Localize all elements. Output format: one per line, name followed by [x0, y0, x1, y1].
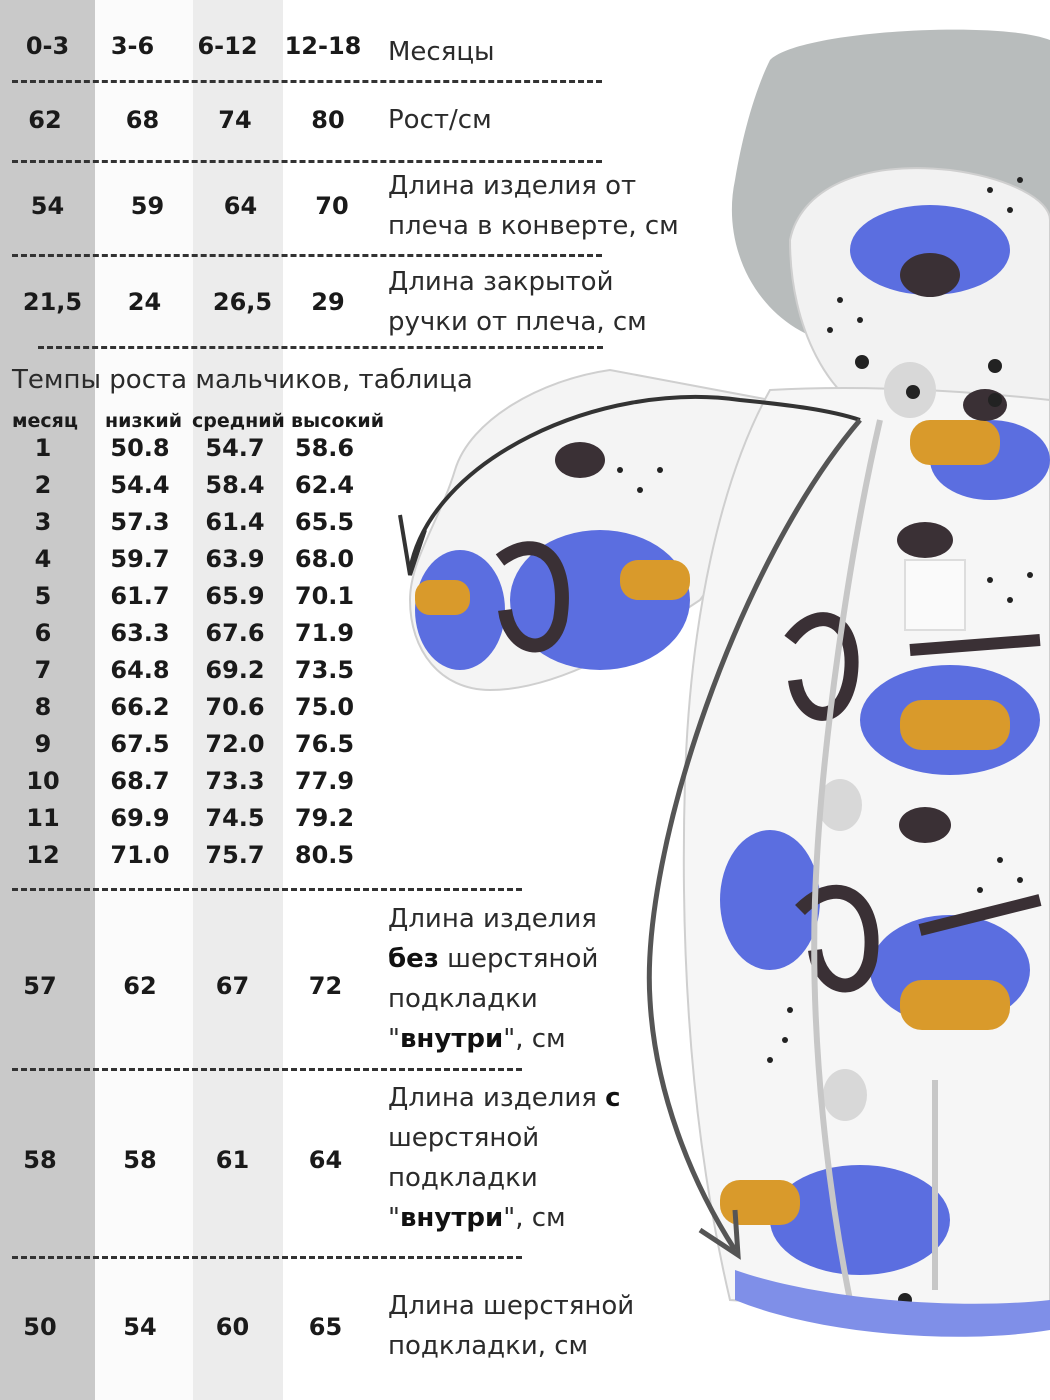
cell: 24 — [127, 288, 162, 316]
growth-value-cell: 71.9 — [294, 619, 355, 647]
growth-value-cell: 67.6 — [205, 619, 265, 647]
growth-header-low: низкий — [105, 410, 183, 432]
cell: 70 — [315, 192, 349, 220]
growth-value-cell: 61.7 — [110, 582, 170, 610]
growth-value-cell: 72.0 — [205, 730, 265, 758]
growth-value-cell: 58.4 — [205, 471, 265, 499]
label-part: ", см — [503, 1024, 566, 1054]
cell: 29 — [311, 288, 345, 316]
row-label: Длина изделия от — [388, 171, 637, 201]
growth-header-month: месяц — [12, 410, 78, 432]
divider — [12, 1068, 522, 1071]
growth-header-high: высокий — [291, 410, 385, 432]
fox-print — [415, 580, 470, 615]
cell: 64 — [223, 192, 258, 220]
divider — [38, 346, 603, 349]
growth-month-cell: 2 — [34, 471, 52, 499]
growth-month-cell: 8 — [34, 693, 52, 721]
row-label: Длина изделия — [388, 904, 597, 934]
leaf-print — [899, 807, 951, 843]
header-label: Месяцы — [388, 37, 495, 67]
leaf-print — [897, 522, 953, 558]
label-part: ", см — [503, 1203, 566, 1233]
fox-print — [900, 700, 1010, 750]
label-part: Длина изделия — [388, 1083, 606, 1113]
row-label: шерстяной — [388, 1123, 540, 1153]
growth-value-cell: 54.4 — [110, 471, 170, 499]
cell: 59 — [130, 192, 165, 220]
emphasis: без — [388, 944, 439, 974]
snap-button — [988, 393, 1002, 407]
leaf-print — [963, 389, 1007, 421]
size-col-3-6: 3-6 — [110, 32, 155, 60]
size-col-6-12: 6-12 — [197, 32, 258, 60]
growth-value-cell: 69.9 — [110, 804, 170, 832]
cell: 80 — [311, 106, 345, 134]
cell: 62 — [123, 972, 157, 1000]
cell: 58 — [23, 1146, 57, 1174]
bunny-print — [823, 1069, 867, 1121]
cell: 64 — [308, 1146, 343, 1174]
growth-value-cell: 75.0 — [294, 693, 355, 721]
fox-print — [620, 560, 690, 600]
emphasis: внутри — [399, 1024, 504, 1054]
cell: 61 — [215, 1146, 250, 1174]
divider — [12, 888, 522, 891]
growth-value-cell: 54.7 — [205, 434, 265, 462]
row-label: Длина шерстяной — [388, 1291, 635, 1321]
growth-value-cell: 69.2 — [205, 656, 265, 684]
cell: 65 — [308, 1313, 343, 1341]
growth-value-cell: 66.2 — [110, 693, 170, 721]
row-label — [388, 939, 598, 979]
cell: 50 — [23, 1313, 57, 1341]
growth-month-cell: 5 — [34, 582, 52, 610]
cell: 72 — [308, 972, 343, 1000]
growth-value-cell: 59.7 — [110, 545, 170, 573]
growth-value-cell: 74.5 — [205, 804, 265, 832]
growth-value-cell: 68.7 — [110, 767, 170, 795]
emphasis: внутри — [399, 1203, 504, 1233]
growth-value-cell: 64.8 — [110, 656, 170, 684]
label-part: " — [388, 1024, 400, 1054]
cell: 54 — [123, 1313, 157, 1341]
cell: 62 — [28, 106, 62, 134]
row-label — [388, 1078, 621, 1118]
growth-value-cell: 50.8 — [110, 434, 170, 462]
growth-value-cell: 70.6 — [205, 693, 265, 721]
row-label: Рост/см — [388, 105, 492, 135]
growth-value-cell: 79.2 — [294, 804, 355, 832]
print-blob — [770, 1165, 950, 1275]
growth-month-cell: 9 — [34, 730, 52, 758]
row-label — [388, 1019, 566, 1059]
leaf-print — [555, 442, 605, 478]
growth-value-cell: 70.1 — [294, 582, 355, 610]
snap-button — [988, 359, 1002, 373]
growth-value-cell: 63.9 — [205, 545, 265, 573]
row-label: подкладки — [388, 1163, 538, 1193]
cell: 60 — [215, 1313, 250, 1341]
row-label — [388, 1198, 566, 1238]
growth-value-cell: 62.4 — [294, 471, 355, 499]
row-label: подкладки — [388, 984, 538, 1014]
brand-tag — [905, 560, 965, 630]
fox-print — [910, 420, 1000, 465]
label-part: " — [388, 1203, 400, 1233]
leaf-print — [900, 253, 960, 297]
divider — [12, 254, 602, 257]
growth-value-cell: 75.7 — [205, 841, 265, 869]
cell: 68 — [125, 106, 160, 134]
label-part: шерстяной — [438, 944, 599, 974]
growth-month-cell: 1 — [34, 434, 52, 462]
growth-month-cell: 4 — [34, 545, 52, 573]
growth-value-cell: 67.5 — [110, 730, 170, 758]
growth-value-cell: 57.3 — [110, 508, 170, 536]
growth-month-cell: 12 — [26, 841, 60, 869]
growth-value-cell: 61.4 — [205, 508, 265, 536]
cell: 74 — [218, 106, 252, 134]
row-label: плеча в конверте, см — [388, 211, 679, 241]
growth-month-cell: 10 — [26, 767, 60, 795]
cell: 67 — [215, 972, 250, 1000]
growth-value-cell: 68.0 — [294, 545, 355, 573]
fox-print — [900, 980, 1010, 1030]
divider — [12, 80, 602, 83]
divider — [12, 160, 602, 163]
growth-value-cell: 63.3 — [110, 619, 170, 647]
growth-value-cell: 65.9 — [205, 582, 265, 610]
fox-print — [720, 1180, 800, 1225]
growth-month-cell: 7 — [34, 656, 52, 684]
size-col-0-3: 0-3 — [25, 32, 70, 60]
size-col-12-18: 12-18 — [284, 32, 362, 60]
cell: 57 — [23, 972, 57, 1000]
row-label: Длина закрытой — [388, 267, 614, 297]
row-label: подкладки, см — [388, 1331, 589, 1361]
cell: 58 — [123, 1146, 157, 1174]
cell: 54 — [30, 192, 65, 220]
snap-button — [906, 385, 920, 399]
divider — [12, 1256, 522, 1259]
growth-table-title: Темпы роста мальчиков, таблица — [12, 365, 473, 395]
row-label: ручки от плеча, см — [388, 307, 647, 337]
growth-value-cell: 73.3 — [205, 767, 265, 795]
growth-value-cell: 73.5 — [294, 656, 355, 684]
cell: 26,5 — [212, 288, 273, 316]
snap-button — [855, 355, 869, 369]
growth-value-cell: 80.5 — [294, 841, 355, 869]
growth-value-cell: 58.6 — [294, 434, 355, 462]
growth-month-cell: 3 — [34, 508, 52, 536]
growth-value-cell: 77.9 — [294, 767, 355, 795]
growth-month-cell: 6 — [34, 619, 52, 647]
growth-value-cell: 65.5 — [294, 508, 355, 536]
growth-value-cell: 76.5 — [294, 730, 355, 758]
growth-month-cell: 11 — [26, 804, 60, 832]
growth-value-cell: 71.0 — [110, 841, 170, 869]
emphasis: с — [605, 1083, 621, 1113]
growth-header-mid: средний — [192, 410, 285, 432]
cell: 21,5 — [22, 288, 83, 316]
